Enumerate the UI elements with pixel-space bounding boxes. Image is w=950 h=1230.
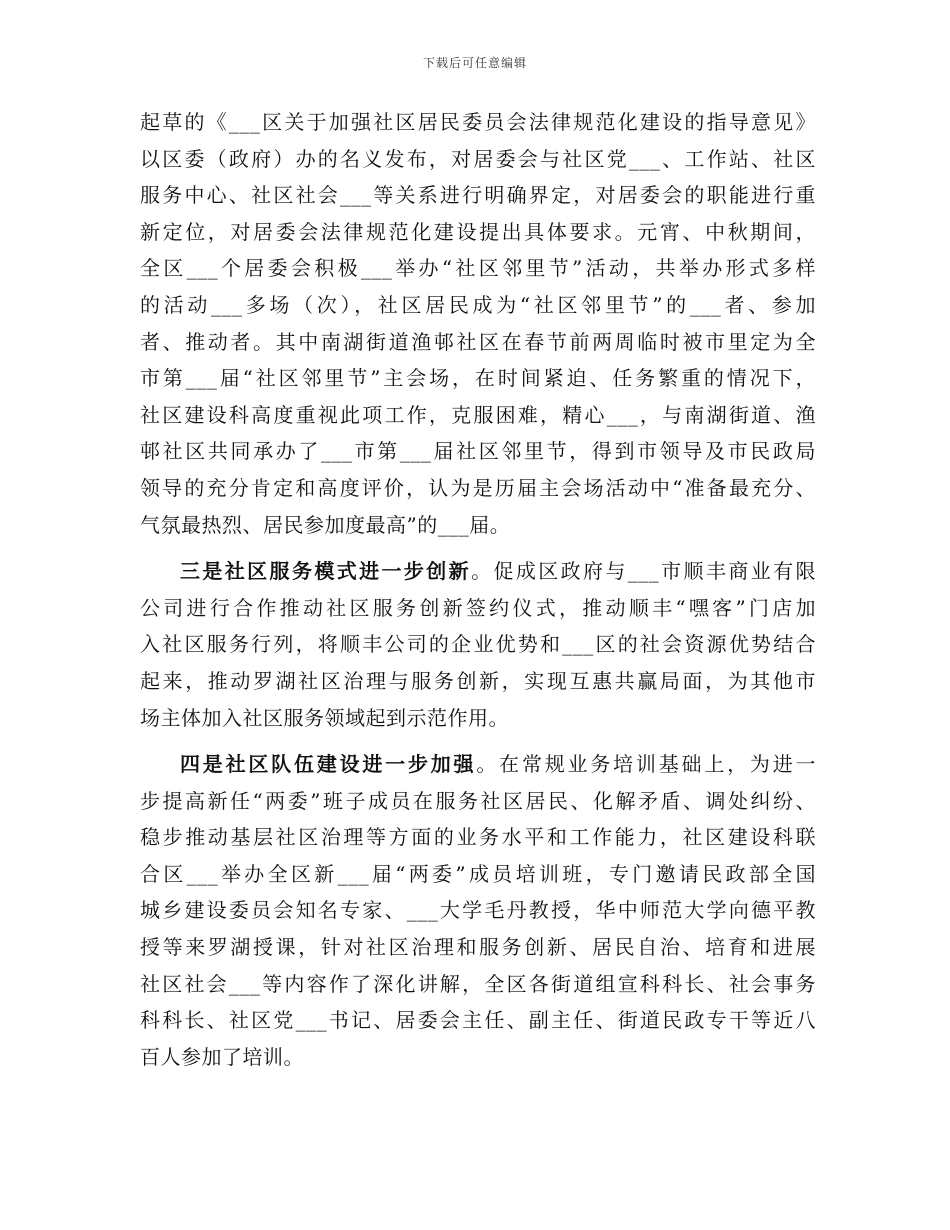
text-line: 领导的充分肯定和高度评价，认为是历届主会场活动中“准备最充分、 <box>140 475 816 500</box>
text-line: 科科长、社区党___书记、居委会主任、副主任、街道民政专干等近八 <box>140 1008 816 1033</box>
text-line: 新定位，对居委会法律规范化建设提出具体要求。元宵、中秋期间， <box>140 219 816 244</box>
text-line: 步提高新任“两委”班子成员在服务社区居民、化解矛盾、调处纠纷、 <box>140 788 816 813</box>
text-line: 起草的《___区关于加强社区居民委员会法律规范化建设的指导意见》 <box>140 110 816 134</box>
text-line: 百人参加了培训。 <box>140 1044 304 1069</box>
text-line: 服务中心、社区社会___等关系进行明确界定，对居委会的职能进行重 <box>140 183 816 208</box>
text-line: 起来，推动罗湖社区治理与服务创新，实现互惠共赢局面，为其他市 <box>140 668 816 693</box>
text-line: 场主体加入社区服务领域起到示范作用。 <box>140 705 509 730</box>
text-line: 社区建设科高度重视此项工作，克服困难，精心___，与南湖街道、渔 <box>140 402 816 427</box>
paragraph-3 <box>140 746 816 1075</box>
paragraph-first-line <box>140 553 816 590</box>
text-line: 社区社会___等内容作了深化讲解，全区各街道组宣科科长、社会事务 <box>140 971 816 996</box>
text-line: 以区委（政府）办的名义发布，对居委会与社区党___、工作站、社区 <box>140 146 816 171</box>
paragraph-heading: 四是社区队伍建设进一步加强 <box>180 752 477 777</box>
page-header: 下载后可任意编辑 <box>422 56 527 70</box>
paragraph-text: 。在常规业务培训基础上，为进一 <box>476 752 817 777</box>
text-line: 授等来罗湖授课，针对社区治理和服务创新、居民自治、培育和进展 <box>140 935 816 960</box>
text-line: 全区___个居委会积极___举办“社区邻里节”活动，共举办形式多样 <box>140 256 816 281</box>
document-body <box>140 104 816 1075</box>
text-line: 稳步推动基层社区治理等方面的业务水平和工作能力，社区建设科联 <box>140 825 816 850</box>
paragraph-first-line <box>140 746 816 783</box>
text-line: 的活动___多场（次），社区居民成为“社区邻里节”的___者、参加 <box>140 292 816 317</box>
text-line: 合区___举办全区新___届“两委”成员培训班，专门邀请民政部全国 <box>140 861 816 886</box>
text-line: 市第___届“社区邻里节”主会场，在时间紧迫、任务繁重的情况下， <box>140 366 816 391</box>
text-line: 者、推动者。其中南湖街道渔邨社区在春节前两周临时被市里定为全 <box>140 329 816 354</box>
text-line: 公司进行合作推动社区服务创新签约仪式，推动顺丰“嘿客”门店加 <box>140 595 816 620</box>
paragraph-1 <box>140 104 816 543</box>
text-line: 气氛最热烈、居民参加度最高”的___届。 <box>140 512 511 537</box>
text-line: 城乡建设委员会知名专家、___大学毛丹教授，华中师范大学向德平教 <box>140 898 816 923</box>
paragraph-heading: 三是社区服务模式进一步创新 <box>180 559 472 584</box>
paragraph-2 <box>140 553 816 736</box>
text-line: 邨社区共同承办了___市第___届社区邻里节，得到市领导及市民政局 <box>140 439 816 464</box>
paragraph-text: 。促成区政府与___市顺丰商业有限 <box>471 559 817 584</box>
text-line: 入社区服务行列，将顺丰公司的企业优势和___区的社会资源优势结合 <box>140 632 816 657</box>
